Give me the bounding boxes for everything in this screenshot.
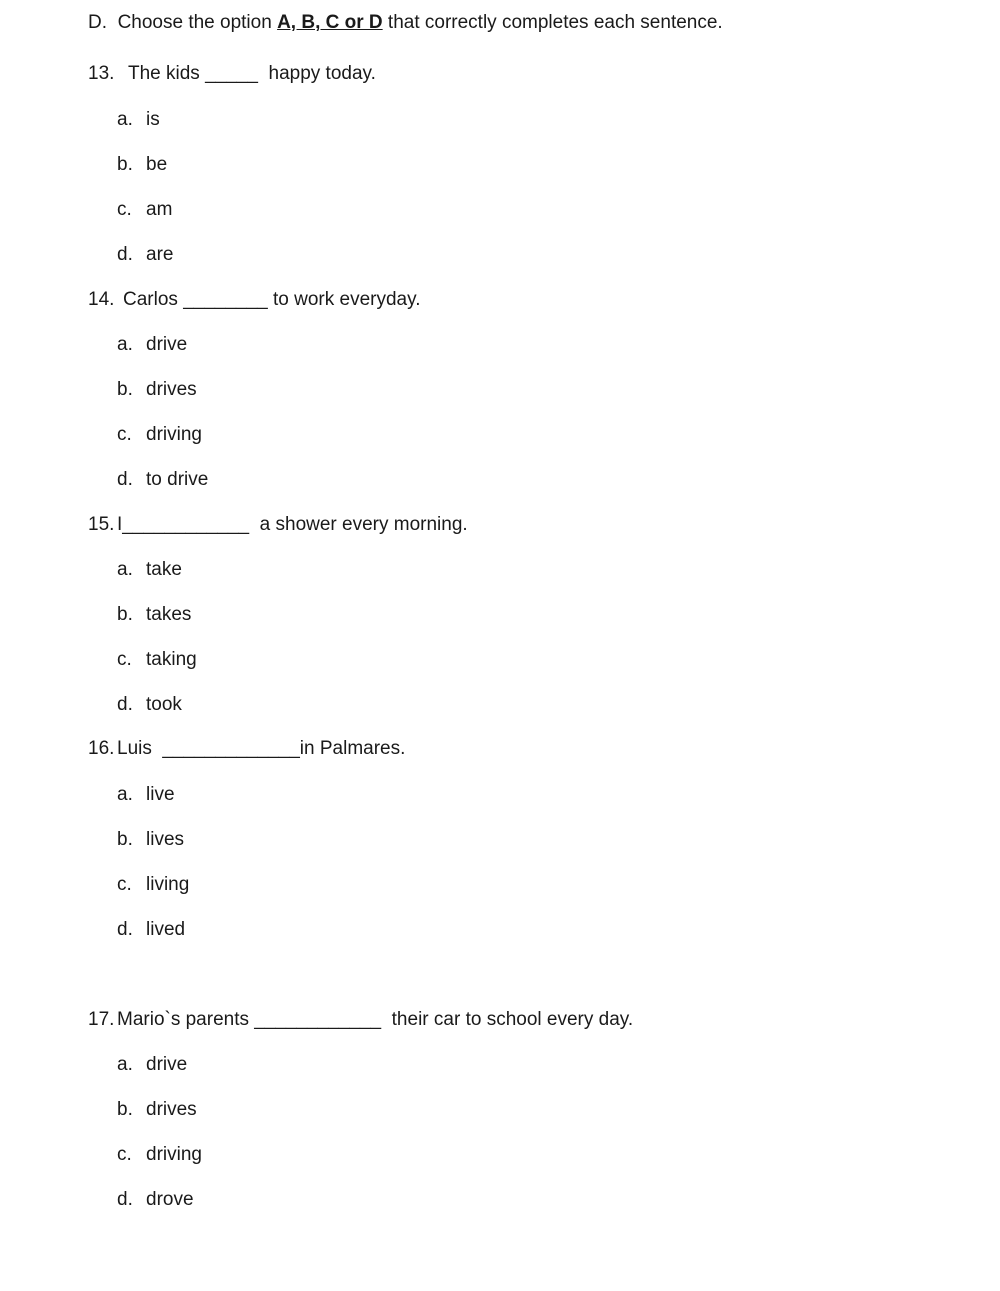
option-letter: d.	[117, 1189, 133, 1210]
option-c[interactable]: living	[146, 874, 190, 895]
option-letter: d.	[117, 244, 133, 265]
answer-blank[interactable]: ________	[183, 289, 268, 310]
option-letter: a.	[117, 109, 133, 130]
question-sentence	[117, 1009, 633, 1031]
option-d[interactable]: drove	[146, 1189, 194, 1210]
option-b[interactable]: lives	[146, 829, 185, 850]
question-number: 16.	[88, 738, 115, 759]
option-c[interactable]: driving	[146, 1144, 202, 1165]
option-letter: b.	[117, 379, 133, 400]
sentence-after: their car to school every day.	[391, 1009, 634, 1030]
option-d[interactable]: to drive	[146, 469, 209, 490]
option-letter: d.	[117, 694, 133, 715]
option-letter: a.	[117, 559, 133, 580]
option-letter: c.	[117, 649, 132, 670]
option-letter: d.	[117, 469, 133, 490]
option-letter: b.	[117, 154, 133, 175]
option-d[interactable]: are	[146, 244, 174, 265]
question-number: 14.	[88, 289, 115, 310]
sentence-after: happy today.	[268, 63, 376, 84]
sentence-before: I	[117, 514, 123, 535]
option-a[interactable]: is	[146, 109, 160, 130]
instruction-text-before: Choose the option	[117, 12, 278, 33]
option-b[interactable]: drives	[146, 1099, 197, 1120]
option-letter: a.	[117, 1054, 133, 1075]
answer-blank[interactable]: ____________	[254, 1009, 382, 1030]
sentence-before: Luis	[117, 738, 152, 759]
question-sentence	[117, 738, 405, 760]
option-d[interactable]: took	[146, 694, 182, 715]
option-b[interactable]: takes	[146, 604, 192, 625]
sentence-before: Mario`s parents	[117, 1009, 249, 1030]
sentence-after: in Palmares.	[299, 738, 406, 759]
answer-blank[interactable]: _____________	[162, 738, 300, 759]
option-a[interactable]: drive	[146, 334, 188, 355]
sentence-after: to work everyday.	[273, 289, 421, 310]
option-c[interactable]: driving	[146, 424, 202, 445]
option-a[interactable]: take	[146, 559, 182, 580]
option-letter: a.	[117, 784, 133, 805]
instruction-options-highlight: A, B, C or D	[277, 12, 383, 33]
option-c[interactable]: am	[146, 199, 173, 220]
option-b[interactable]: drives	[146, 379, 197, 400]
question-sentence	[117, 514, 468, 536]
option-letter: c.	[117, 199, 132, 220]
option-d[interactable]: lived	[146, 919, 186, 940]
question-number: 15.	[88, 514, 115, 535]
answer-blank[interactable]: ____________	[122, 514, 250, 535]
option-letter: d.	[117, 919, 133, 940]
option-letter: c.	[117, 1144, 132, 1165]
option-c[interactable]: taking	[146, 649, 197, 670]
option-letter: b.	[117, 604, 133, 625]
question-number: 13.	[88, 63, 115, 84]
instruction-text-after: that correctly completes each sentence.	[382, 12, 723, 33]
sentence-before: The kids	[128, 63, 200, 84]
question-number: 17.	[88, 1009, 115, 1030]
option-letter: a.	[117, 334, 133, 355]
option-letter: b.	[117, 1099, 133, 1120]
option-a[interactable]: live	[146, 784, 175, 805]
sentence-before: Carlos	[123, 289, 178, 310]
option-letter: c.	[117, 874, 132, 895]
answer-blank[interactable]: _____	[205, 63, 258, 84]
question-sentence	[128, 63, 376, 85]
option-letter: b.	[117, 829, 133, 850]
option-letter: c.	[117, 424, 132, 445]
question-sentence	[123, 289, 421, 311]
sentence-after: a shower every morning.	[259, 514, 468, 535]
option-a[interactable]: drive	[146, 1054, 188, 1075]
instruction-line	[88, 12, 723, 34]
section-label: D.	[88, 12, 107, 33]
option-b[interactable]: be	[146, 154, 168, 175]
